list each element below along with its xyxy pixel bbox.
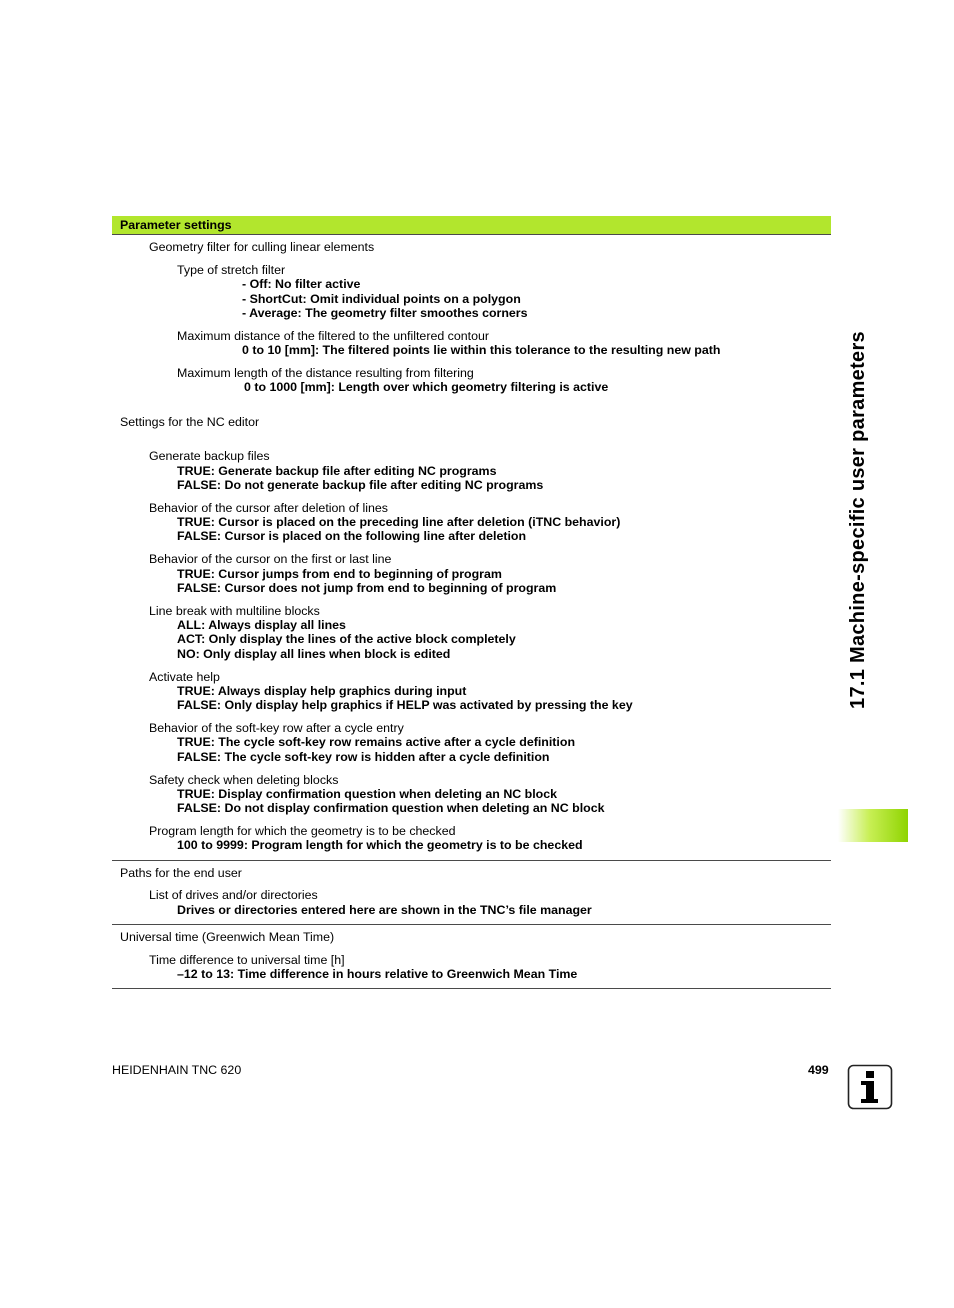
param-value: TRUE: Cursor is placed on the preceding line after deletion (iTNC behavior) (177, 515, 621, 529)
param-value: ALL: Always display all lines (177, 618, 346, 632)
param-value: TRUE: Display confirmation question when deleting an NC block (177, 787, 558, 801)
param-label: Maximum distance of the filtered to the unfiltered contour (177, 329, 489, 343)
param-label: Safety check when deleting blocks (149, 773, 339, 787)
header-title: Parameter settings (120, 218, 232, 232)
param-value: - ShortCut: Omit individual points on a polygon (242, 292, 521, 306)
param-value: FALSE: Do not display confirmation question when deleting an NC block (177, 801, 605, 815)
param-value: FALSE: Cursor does not jump from end to beginning of program (177, 581, 557, 595)
info-icon (847, 1064, 893, 1110)
param-label: Behavior of the cursor after deletion of lines (149, 501, 388, 515)
param-label: Behavior of the cursor on the first or last line (149, 552, 392, 566)
section-geometry-filter-title: Geometry filter for culling linear elements (149, 240, 375, 254)
param-value: 0 to 10 [mm]: The filtered points lie within this tolerance to the resulting new path (242, 343, 721, 357)
param-value: 100 to 9999: Program length for which the geometry is to be checked (177, 838, 583, 852)
param-value: TRUE: Generate backup file after editing NC programs (177, 464, 497, 478)
section-universal-time-title: Universal time (Greenwich Mean Time) (120, 930, 335, 944)
param-label: Line break with multiline blocks (149, 604, 320, 618)
chapter-tab-marker (838, 809, 908, 842)
param-value: ACT: Only display the lines of the active block completely (177, 632, 516, 646)
param-value: - Average: The geometry filter smoothes corners (242, 306, 528, 320)
param-label: List of drives and/or directories (149, 888, 318, 902)
chapter-title-text: 17.1 Machine-specific user parameters (847, 331, 869, 709)
section-divider (112, 988, 831, 989)
param-value: FALSE: Cursor is placed on the following line after deletion (177, 529, 527, 543)
param-label: Time difference to universal time [h] (149, 953, 345, 967)
param-value: TRUE: Always display help graphics during input (177, 684, 467, 698)
section-divider (112, 924, 831, 925)
footer-manual-name: HEIDENHAIN TNC 620 (112, 1063, 242, 1077)
param-value: - Off: No filter active (242, 277, 361, 291)
param-label: Maximum length of the distance resulting from filtering (177, 366, 474, 380)
param-label: Generate backup files (149, 449, 270, 463)
section-paths-title: Paths for the end user (120, 866, 242, 880)
param-value: NO: Only display all lines when block is edited (177, 647, 451, 661)
parameter-settings-header (112, 216, 831, 235)
footer-page-number: 499 (808, 1063, 829, 1077)
param-label: Program length for which the geometry is to be checked (149, 824, 456, 838)
section-divider (112, 860, 831, 861)
chapter-side-title (838, 331, 878, 709)
param-value: TRUE: Cursor jumps from end to beginning of program (177, 567, 502, 581)
param-value: 0 to 1000 [mm]: Length over which geometry filtering is active (244, 380, 609, 394)
param-value: FALSE: The cycle soft-key row is hidden after a cycle definition (177, 750, 550, 764)
param-label: Activate help (149, 670, 220, 684)
param-value: FALSE: Do not generate backup file after editing NC programs (177, 478, 544, 492)
param-label: Type of stretch filter (177, 263, 286, 277)
param-value: –12 to 13: Time difference in hours relative to Greenwich Mean Time (177, 967, 578, 981)
param-value: FALSE: Only display help graphics if HELP was activated by pressing the key (177, 698, 633, 712)
param-value: Drives or directories entered here are shown in the TNC’s file manager (177, 903, 592, 917)
section-nc-editor-title: Settings for the NC editor (120, 415, 260, 429)
param-label: Behavior of the soft-key row after a cycle entry (149, 721, 404, 735)
param-value: TRUE: The cycle soft-key row remains active after a cycle definition (177, 735, 576, 749)
